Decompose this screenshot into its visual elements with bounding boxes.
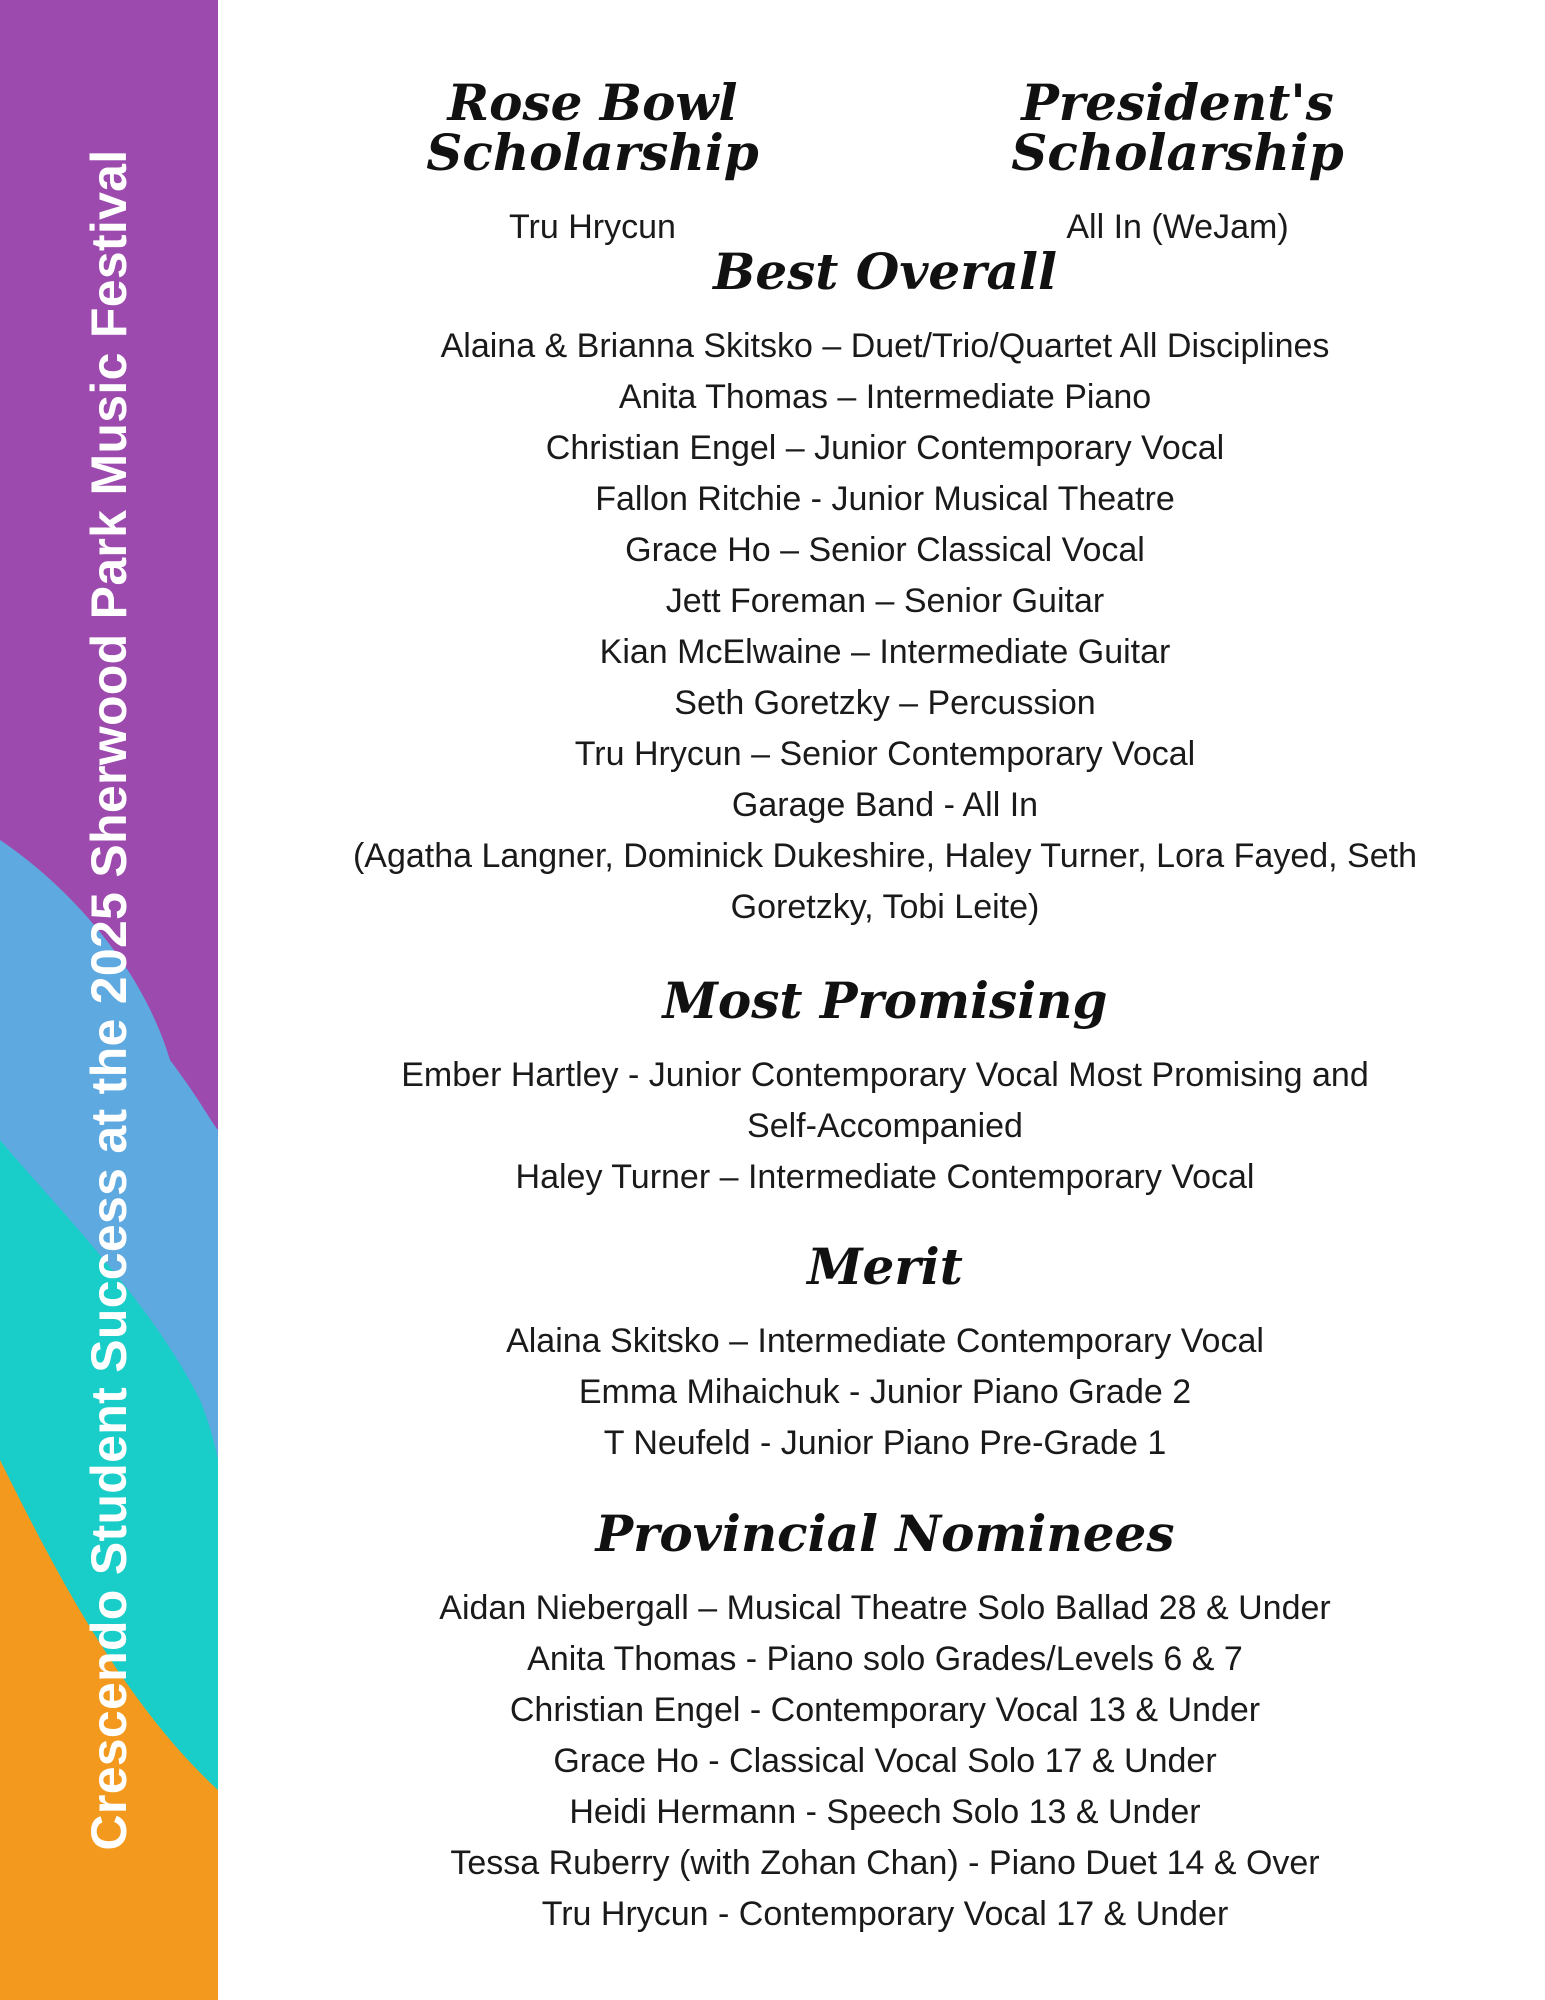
award-line: Ember Hartley - Junior Contemporary Vocal Most Promising and xyxy=(401,1056,1369,1094)
award-line: Christian Engel – Junior Contemporary Vocal xyxy=(545,429,1225,467)
scholarship-title: Rose Bowl Scholarship xyxy=(426,73,759,182)
sidebar-banner xyxy=(0,0,218,2000)
award-line: Anita Thomas - Piano solo Grades/Levels 6 & 7 xyxy=(527,1640,1243,1678)
award-line: Seth Goretzky – Percussion xyxy=(674,684,1096,722)
award-line: Self-Accompanied xyxy=(747,1107,1023,1145)
section-title: Merit xyxy=(807,1237,963,1296)
presidents-scholarship xyxy=(885,73,1470,253)
section-title: Provincial Nominees xyxy=(595,1504,1175,1563)
award-line: (Agatha Langner, Dominick Dukeshire, Haley Turner, Lora Fayed, Seth xyxy=(352,837,1417,875)
section-title: Best Overall xyxy=(713,242,1057,301)
award-line: Emma Mihaichuk - Junior Piano Grade 2 xyxy=(578,1373,1192,1411)
award-line: Goretzky, Tobi Leite) xyxy=(730,888,1040,926)
scholarship-recipient: All In (WeJam) xyxy=(1066,208,1289,246)
award-line: Alaina & Brianna Skitsko – Duet/Trio/Quartet All Disciplines xyxy=(440,327,1330,365)
rose-bowl-scholarship xyxy=(300,73,885,253)
award-line: Fallon Ritchie - Junior Musical Theatre xyxy=(595,480,1175,518)
award-line: Garage Band - All In xyxy=(731,786,1039,824)
merit-section xyxy=(300,1237,1470,1469)
award-line: Heidi Hermann - Speech Solo 13 & Under xyxy=(569,1793,1201,1831)
award-line: Haley Turner – Intermediate Contemporary Vocal xyxy=(515,1158,1255,1196)
festival-title: Crescendo Student Success at the 2025 Sherwood Park Music Festival xyxy=(81,149,137,1851)
award-line: Kian McElwaine – Intermediate Guitar xyxy=(599,633,1171,671)
best-overall-section xyxy=(300,242,1470,933)
award-line: Anita Thomas – Intermediate Piano xyxy=(618,378,1152,416)
scholarship-title: President's Scholarship xyxy=(1011,73,1344,182)
award-line: Grace Ho - Classical Vocal Solo 17 & Under xyxy=(553,1742,1217,1780)
most-promising-section xyxy=(300,971,1470,1203)
award-line: Christian Engel - Contemporary Vocal 13 & Under xyxy=(509,1691,1261,1729)
award-line: Jett Foreman – Senior Guitar xyxy=(665,582,1105,620)
provincial-nominees-section xyxy=(300,1504,1470,1940)
award-line: Grace Ho – Senior Classical Vocal xyxy=(625,531,1145,569)
section-title: Most Promising xyxy=(662,971,1108,1030)
award-line: Alaina Skitsko – Intermediate Contemporary Vocal xyxy=(506,1322,1264,1360)
award-line: Tessa Ruberry (with Zohan Chan) - Piano Duet 14 & Over xyxy=(450,1844,1320,1882)
award-line: Aidan Niebergall – Musical Theatre Solo Ballad 28 & Under xyxy=(439,1589,1331,1627)
scholarship-recipient: Tru Hrycun xyxy=(509,208,676,246)
awards-content xyxy=(300,0,1470,2000)
award-line: Tru Hrycun – Senior Contemporary Vocal xyxy=(574,735,1196,773)
award-line: Tru Hrycun - Contemporary Vocal 17 & Under xyxy=(541,1895,1229,1933)
award-line: T Neufeld - Junior Piano Pre-Grade 1 xyxy=(603,1424,1167,1462)
